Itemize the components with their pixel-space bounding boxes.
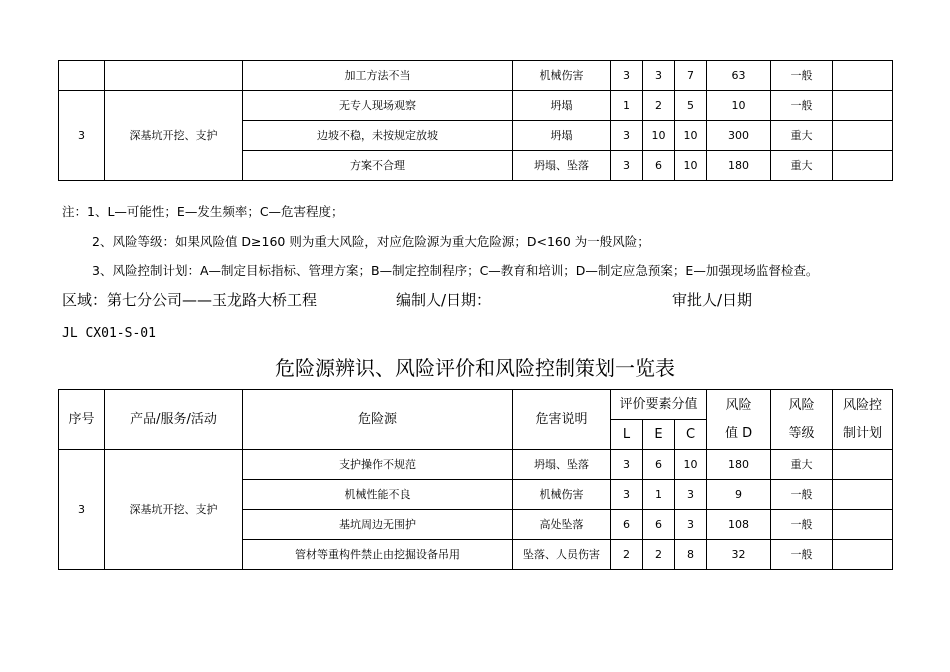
e-cell: 2 xyxy=(643,540,675,570)
hazard-cell: 加工方法不当 xyxy=(243,61,513,91)
top-risk-table xyxy=(58,60,893,181)
c-cell: 8 xyxy=(675,540,707,570)
c-cell: 3 xyxy=(675,480,707,510)
header-risk-level xyxy=(771,390,833,450)
header-row xyxy=(59,390,893,420)
hazard-cell: 边坡不稳，未按规定放坡 xyxy=(243,121,513,151)
harm-cell: 坍塌 xyxy=(513,121,611,151)
note-2: 2、风险等级：如果风险值 D≥160 则为重大风险，对应危险源为重大危险源；D<160 为一般风险； xyxy=(92,234,650,249)
header-activity: 产品/服务/活动 xyxy=(105,390,243,450)
document-code: JL CX01-S-01 xyxy=(62,326,156,341)
risk-value-cell: 9 xyxy=(707,480,771,510)
harm-cell: 坠落、人员伤害 xyxy=(513,540,611,570)
header-risk-level-line2: 等级 xyxy=(788,425,815,441)
control-plan-cell xyxy=(833,450,893,480)
e-cell: 10 xyxy=(643,121,675,151)
harm-cell: 高处坠落 xyxy=(513,510,611,540)
risk-level-cell: 重大 xyxy=(771,151,833,181)
l-cell: 6 xyxy=(611,510,643,540)
risk-value-cell: 63 xyxy=(707,61,771,91)
l-cell: 3 xyxy=(611,61,643,91)
header-score-group: 评价要素分值 xyxy=(611,390,707,420)
risk-level-cell: 一般 xyxy=(771,91,833,121)
note-1: 注：1、L—可能性；E—发生频率；C—危害程度； xyxy=(62,204,344,219)
c-cell: 10 xyxy=(675,151,707,181)
l-cell: 3 xyxy=(611,480,643,510)
risk-level-cell: 重大 xyxy=(771,121,833,151)
risk-value-cell: 108 xyxy=(707,510,771,540)
harm-cell: 坍塌、坠落 xyxy=(513,151,611,181)
header-seq: 序号 xyxy=(59,390,105,450)
e-cell: 2 xyxy=(643,91,675,121)
risk-value-cell: 180 xyxy=(707,151,771,181)
compiler-label: 编制人/日期： xyxy=(396,291,492,309)
e-cell: 1 xyxy=(643,480,675,510)
risk-value-cell: 180 xyxy=(707,450,771,480)
header-risk-level-line1: 风险 xyxy=(788,397,815,413)
c-cell: 10 xyxy=(675,121,707,151)
seq-cell xyxy=(59,61,105,91)
bottom-risk-table xyxy=(58,389,893,570)
e-cell: 6 xyxy=(643,510,675,540)
header-c: C xyxy=(675,420,707,450)
page-title: 危险源辨识、风险评价和风险控制策划一览表 xyxy=(275,356,675,380)
header-risk-value-line1: 风险 xyxy=(725,397,752,413)
header-control-plan xyxy=(833,390,893,450)
table-row xyxy=(59,450,893,480)
note-3: 3、风险控制计划：A—制定目标指标、管理方案；B—制定控制程序；C—教育和培训；D—制定应急预案；E—加强现场监督检查。 xyxy=(92,263,819,278)
risk-value-cell: 32 xyxy=(707,540,771,570)
l-cell: 1 xyxy=(611,91,643,121)
e-cell: 6 xyxy=(643,450,675,480)
header-harm: 危害说明 xyxy=(513,390,611,450)
l-cell: 3 xyxy=(611,151,643,181)
approver-label: 审批人/日期 xyxy=(672,291,753,309)
header-control-plan-line2: 制计划 xyxy=(843,425,883,441)
activity-cell xyxy=(105,61,243,91)
control-plan-cell xyxy=(833,151,893,181)
e-cell: 3 xyxy=(643,61,675,91)
control-plan-cell xyxy=(833,91,893,121)
l-cell: 2 xyxy=(611,540,643,570)
risk-value-cell: 10 xyxy=(707,91,771,121)
hazard-cell: 无专人现场观察 xyxy=(243,91,513,121)
c-cell: 5 xyxy=(675,91,707,121)
header-risk-value xyxy=(707,390,771,450)
hazard-cell: 管材等重构件禁止由挖掘设备吊用 xyxy=(243,540,513,570)
e-cell: 6 xyxy=(643,151,675,181)
harm-cell: 坍塌 xyxy=(513,91,611,121)
l-cell: 3 xyxy=(611,121,643,151)
risk-level-cell: 一般 xyxy=(771,540,833,570)
activity-cell: 深基坑开挖、支护 xyxy=(105,450,243,570)
risk-value-cell: 300 xyxy=(707,121,771,151)
header-l: L xyxy=(611,420,643,450)
control-plan-cell xyxy=(833,121,893,151)
harm-cell: 机械伤害 xyxy=(513,61,611,91)
c-cell: 10 xyxy=(675,450,707,480)
risk-level-cell: 一般 xyxy=(771,61,833,91)
table-row xyxy=(59,91,893,121)
c-cell: 7 xyxy=(675,61,707,91)
seq-cell: 3 xyxy=(59,91,105,181)
control-plan-cell xyxy=(833,480,893,510)
l-cell: 3 xyxy=(611,450,643,480)
c-cell: 3 xyxy=(675,510,707,540)
harm-cell: 机械伤害 xyxy=(513,480,611,510)
hazard-cell: 方案不合理 xyxy=(243,151,513,181)
hazard-cell: 基坑周边无围护 xyxy=(243,510,513,540)
seq-cell: 3 xyxy=(59,450,105,570)
risk-level-cell: 重大 xyxy=(771,450,833,480)
control-plan-cell xyxy=(833,540,893,570)
hazard-cell: 支护操作不规范 xyxy=(243,450,513,480)
risk-level-cell: 一般 xyxy=(771,510,833,540)
activity-cell: 深基坑开挖、支护 xyxy=(105,91,243,181)
harm-cell: 坍塌、坠落 xyxy=(513,450,611,480)
hazard-cell: 机械性能不良 xyxy=(243,480,513,510)
header-control-plan-line1: 风险控 xyxy=(843,397,883,413)
header-e: E xyxy=(643,420,675,450)
region-label: 区域：第七分公司——玉龙路大桥工程 xyxy=(62,291,318,309)
table-row xyxy=(59,61,893,91)
control-plan-cell xyxy=(833,61,893,91)
risk-level-cell: 一般 xyxy=(771,480,833,510)
header-risk-value-line2: 值 D xyxy=(724,425,753,441)
header-hazard: 危险源 xyxy=(243,390,513,450)
control-plan-cell xyxy=(833,510,893,540)
